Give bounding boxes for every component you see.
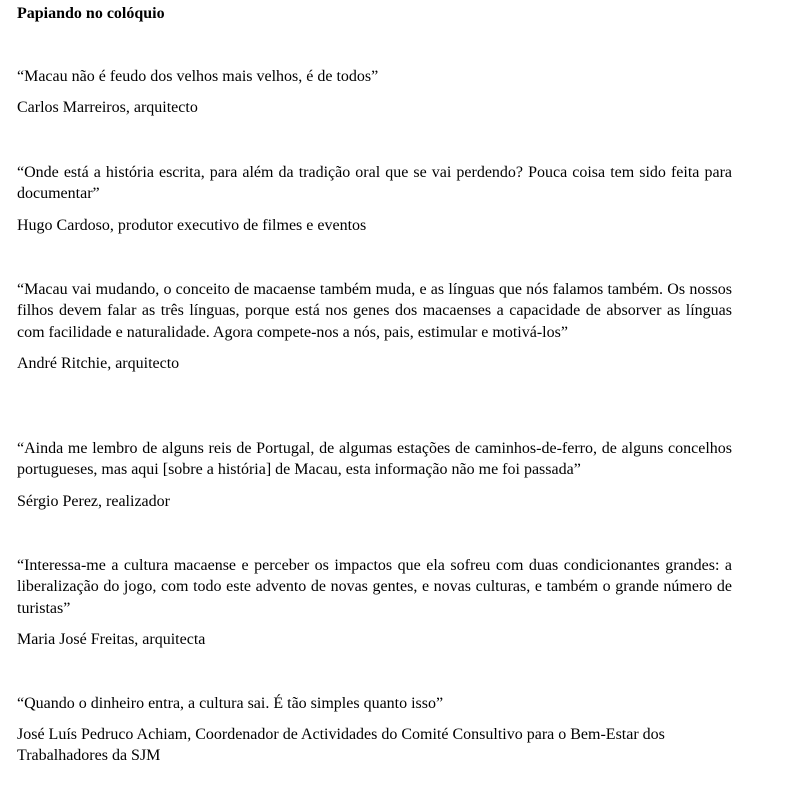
quote-entry xyxy=(17,555,732,650)
quote-entry xyxy=(17,693,732,766)
quote-text: “Macau vai mudando, o conceito de macaense também muda, e as línguas que nós falamos também. Os nossos filhos devem falar as três línguas, porque está nos genes dos macaenses a capacidade de absorver as línguas com facilidade e naturalidade. Agora compete-nos a nós, pais, estimular e motivá-los” xyxy=(17,281,732,341)
quote-entry xyxy=(17,438,732,512)
quote-author: Carlos Marreiros, arquitecto xyxy=(17,99,198,117)
quote-entry xyxy=(17,279,732,374)
quote-text: “Macau não é feudo dos velhos mais velhos, é de todos” xyxy=(17,68,379,85)
quote-author: Sérgio Perez, realizador xyxy=(17,492,170,510)
quote-author: Maria José Freitas, arquitecta xyxy=(17,630,206,648)
quote-author: Hugo Cardoso, produtor executivo de filmes e eventos xyxy=(17,216,367,234)
quote-author: André Ritchie, arquitecto xyxy=(17,354,180,372)
quote-text: “Ainda me lembro de alguns reis de Portugal, de algumas estações de caminhos-de-ferro, de alguns concelhos portugueses, mas aqui [sobre a história] de Macau, esta informação não me foi passada” xyxy=(17,440,732,479)
document-title: Papiando no colóquio xyxy=(17,5,165,22)
quote-entry xyxy=(17,162,732,236)
quote-text: “Quando o dinheiro entra, a cultura sai. É tão simples quanto isso” xyxy=(17,695,444,712)
quote-text: “Onde está a história escrita, para além da tradição oral que se vai perdendo? Pouca coisa tem sido feita para documentar” xyxy=(17,164,732,203)
quote-entry xyxy=(17,66,732,118)
quote-text: “Interessa-me a cultura macaense e perceber os impactos que ela sofreu com duas condicionantes grandes: a liberalização do jogo, com todo este advento de novas gentes, e novas culturas, e também o grande número de turistas” xyxy=(17,557,732,617)
quote-author: José Luís Pedruco Achiam, Coordenador de Actividades do Comité Consultivo para o Bem-Estar dos Trabalhadores da SJM xyxy=(17,726,665,765)
